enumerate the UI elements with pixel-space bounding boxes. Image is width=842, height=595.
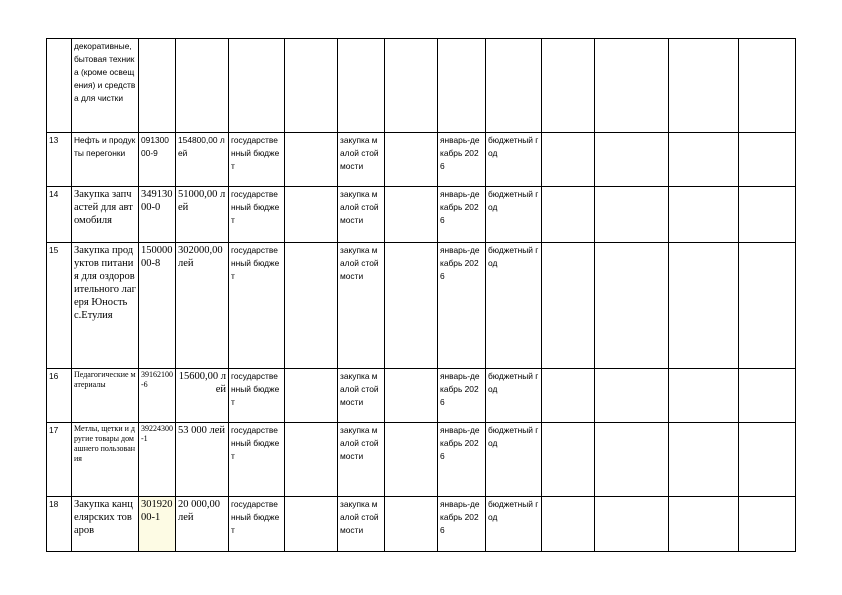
- row-number: 13: [47, 133, 72, 187]
- period: январь-декабрь 2026: [438, 423, 486, 497]
- table-row: [47, 243, 796, 369]
- cpv-code: 39162100-6: [139, 369, 176, 423]
- procurement-method: закупка малой стоймости: [338, 243, 385, 369]
- amount: [176, 39, 229, 133]
- empty-cell: [285, 187, 338, 243]
- empty-cell: [669, 423, 739, 497]
- row-number: 17: [47, 423, 72, 497]
- amount: 154800,00 лей: [176, 133, 229, 187]
- procurement-method: закупка малой стоймости: [338, 497, 385, 552]
- term: бюджетный год: [486, 243, 542, 369]
- empty-cell: [739, 133, 796, 187]
- empty-cell: [669, 243, 739, 369]
- empty-cell: [595, 39, 669, 133]
- empty-cell: [542, 187, 595, 243]
- item-name: Нефть и продукты перегонки: [72, 133, 139, 187]
- period: январь-декабрь 2026: [438, 187, 486, 243]
- empty-cell: [285, 423, 338, 497]
- row-number: [47, 39, 72, 133]
- row-number: 14: [47, 187, 72, 243]
- empty-cell: [542, 497, 595, 552]
- procurement-method: закупка малой стоймости: [338, 369, 385, 423]
- term: бюджетный год: [486, 497, 542, 552]
- cpv-code: 30192000-1: [139, 497, 176, 552]
- empty-cell: [669, 133, 739, 187]
- procurement-method: [338, 39, 385, 133]
- empty-cell: [595, 497, 669, 552]
- empty-cell: [669, 187, 739, 243]
- amount: 20 000,00 лей: [176, 497, 229, 552]
- item-name: Педагогические материалы: [72, 369, 139, 423]
- item-name: Закупка канцелярских товаров: [72, 497, 139, 552]
- amount: 53 000 лей: [176, 423, 229, 497]
- cpv-code: 34913000-0: [139, 187, 176, 243]
- empty-cell: [595, 369, 669, 423]
- empty-cell: [285, 369, 338, 423]
- period: [438, 39, 486, 133]
- empty-cell: [595, 243, 669, 369]
- empty-cell: [385, 39, 438, 133]
- cpv-code: 15000000-8: [139, 243, 176, 369]
- empty-cell: [542, 243, 595, 369]
- item-name: декоративные, бытовая техника (кроме освещения) и средства для чистки: [72, 39, 139, 133]
- empty-cell: [595, 187, 669, 243]
- empty-cell: [542, 39, 595, 133]
- table-row: [47, 133, 796, 187]
- empty-cell: [385, 133, 438, 187]
- funding-source: государственный бюджет: [229, 497, 285, 552]
- funding-source: государственный бюджет: [229, 133, 285, 187]
- empty-cell: [385, 497, 438, 552]
- term: [486, 39, 542, 133]
- procurement-plan-table: [46, 38, 796, 552]
- period: январь-декабрь 2026: [438, 133, 486, 187]
- empty-cell: [595, 423, 669, 497]
- empty-cell: [739, 187, 796, 243]
- procurement-method: закупка малой стоймости: [338, 187, 385, 243]
- empty-cell: [385, 243, 438, 369]
- empty-cell: [285, 133, 338, 187]
- term: бюджетный год: [486, 369, 542, 423]
- period: январь-декабрь 2026: [438, 369, 486, 423]
- amount: 302000,00 лей: [176, 243, 229, 369]
- empty-cell: [739, 497, 796, 552]
- table-row: [47, 39, 796, 133]
- funding-source: государственный бюджет: [229, 243, 285, 369]
- table-row: [47, 497, 796, 552]
- empty-cell: [542, 369, 595, 423]
- table-row: [47, 187, 796, 243]
- empty-cell: [669, 39, 739, 133]
- row-number: 18: [47, 497, 72, 552]
- empty-cell: [739, 369, 796, 423]
- table-row: [47, 423, 796, 497]
- funding-source: государственный бюджет: [229, 423, 285, 497]
- empty-cell: [285, 243, 338, 369]
- period: январь-декабрь 2026: [438, 243, 486, 369]
- cpv-code: [139, 39, 176, 133]
- term: бюджетный год: [486, 187, 542, 243]
- funding-source: государственный бюджет: [229, 369, 285, 423]
- item-name: Закупка продуктов питания для оздоровительного лагеря Юность с.Етулия: [72, 243, 139, 369]
- table-row: [47, 369, 796, 423]
- item-name: Метлы, щетки и другие товары домашнего пользования: [72, 423, 139, 497]
- empty-cell: [595, 133, 669, 187]
- amount: 15600,00 лей: [176, 369, 229, 423]
- funding-source: [229, 39, 285, 133]
- cpv-code: 09130000-9: [139, 133, 176, 187]
- term: бюджетный год: [486, 133, 542, 187]
- empty-cell: [669, 497, 739, 552]
- empty-cell: [285, 497, 338, 552]
- empty-cell: [739, 243, 796, 369]
- procurement-method: закупка малой стоймости: [338, 423, 385, 497]
- empty-cell: [385, 423, 438, 497]
- amount: 51000,00 лей: [176, 187, 229, 243]
- period: январь-декабрь 2026: [438, 497, 486, 552]
- row-number: 15: [47, 243, 72, 369]
- funding-source: государственный бюджет: [229, 187, 285, 243]
- empty-cell: [385, 369, 438, 423]
- empty-cell: [542, 133, 595, 187]
- row-number: 16: [47, 369, 72, 423]
- cpv-code: 39224300-1: [139, 423, 176, 497]
- term: бюджетный год: [486, 423, 542, 497]
- empty-cell: [285, 39, 338, 133]
- empty-cell: [385, 187, 438, 243]
- item-name: Закупка запчастей для автомобиля: [72, 187, 139, 243]
- empty-cell: [739, 39, 796, 133]
- empty-cell: [669, 369, 739, 423]
- empty-cell: [542, 423, 595, 497]
- empty-cell: [739, 423, 796, 497]
- procurement-method: закупка малой стоймости: [338, 133, 385, 187]
